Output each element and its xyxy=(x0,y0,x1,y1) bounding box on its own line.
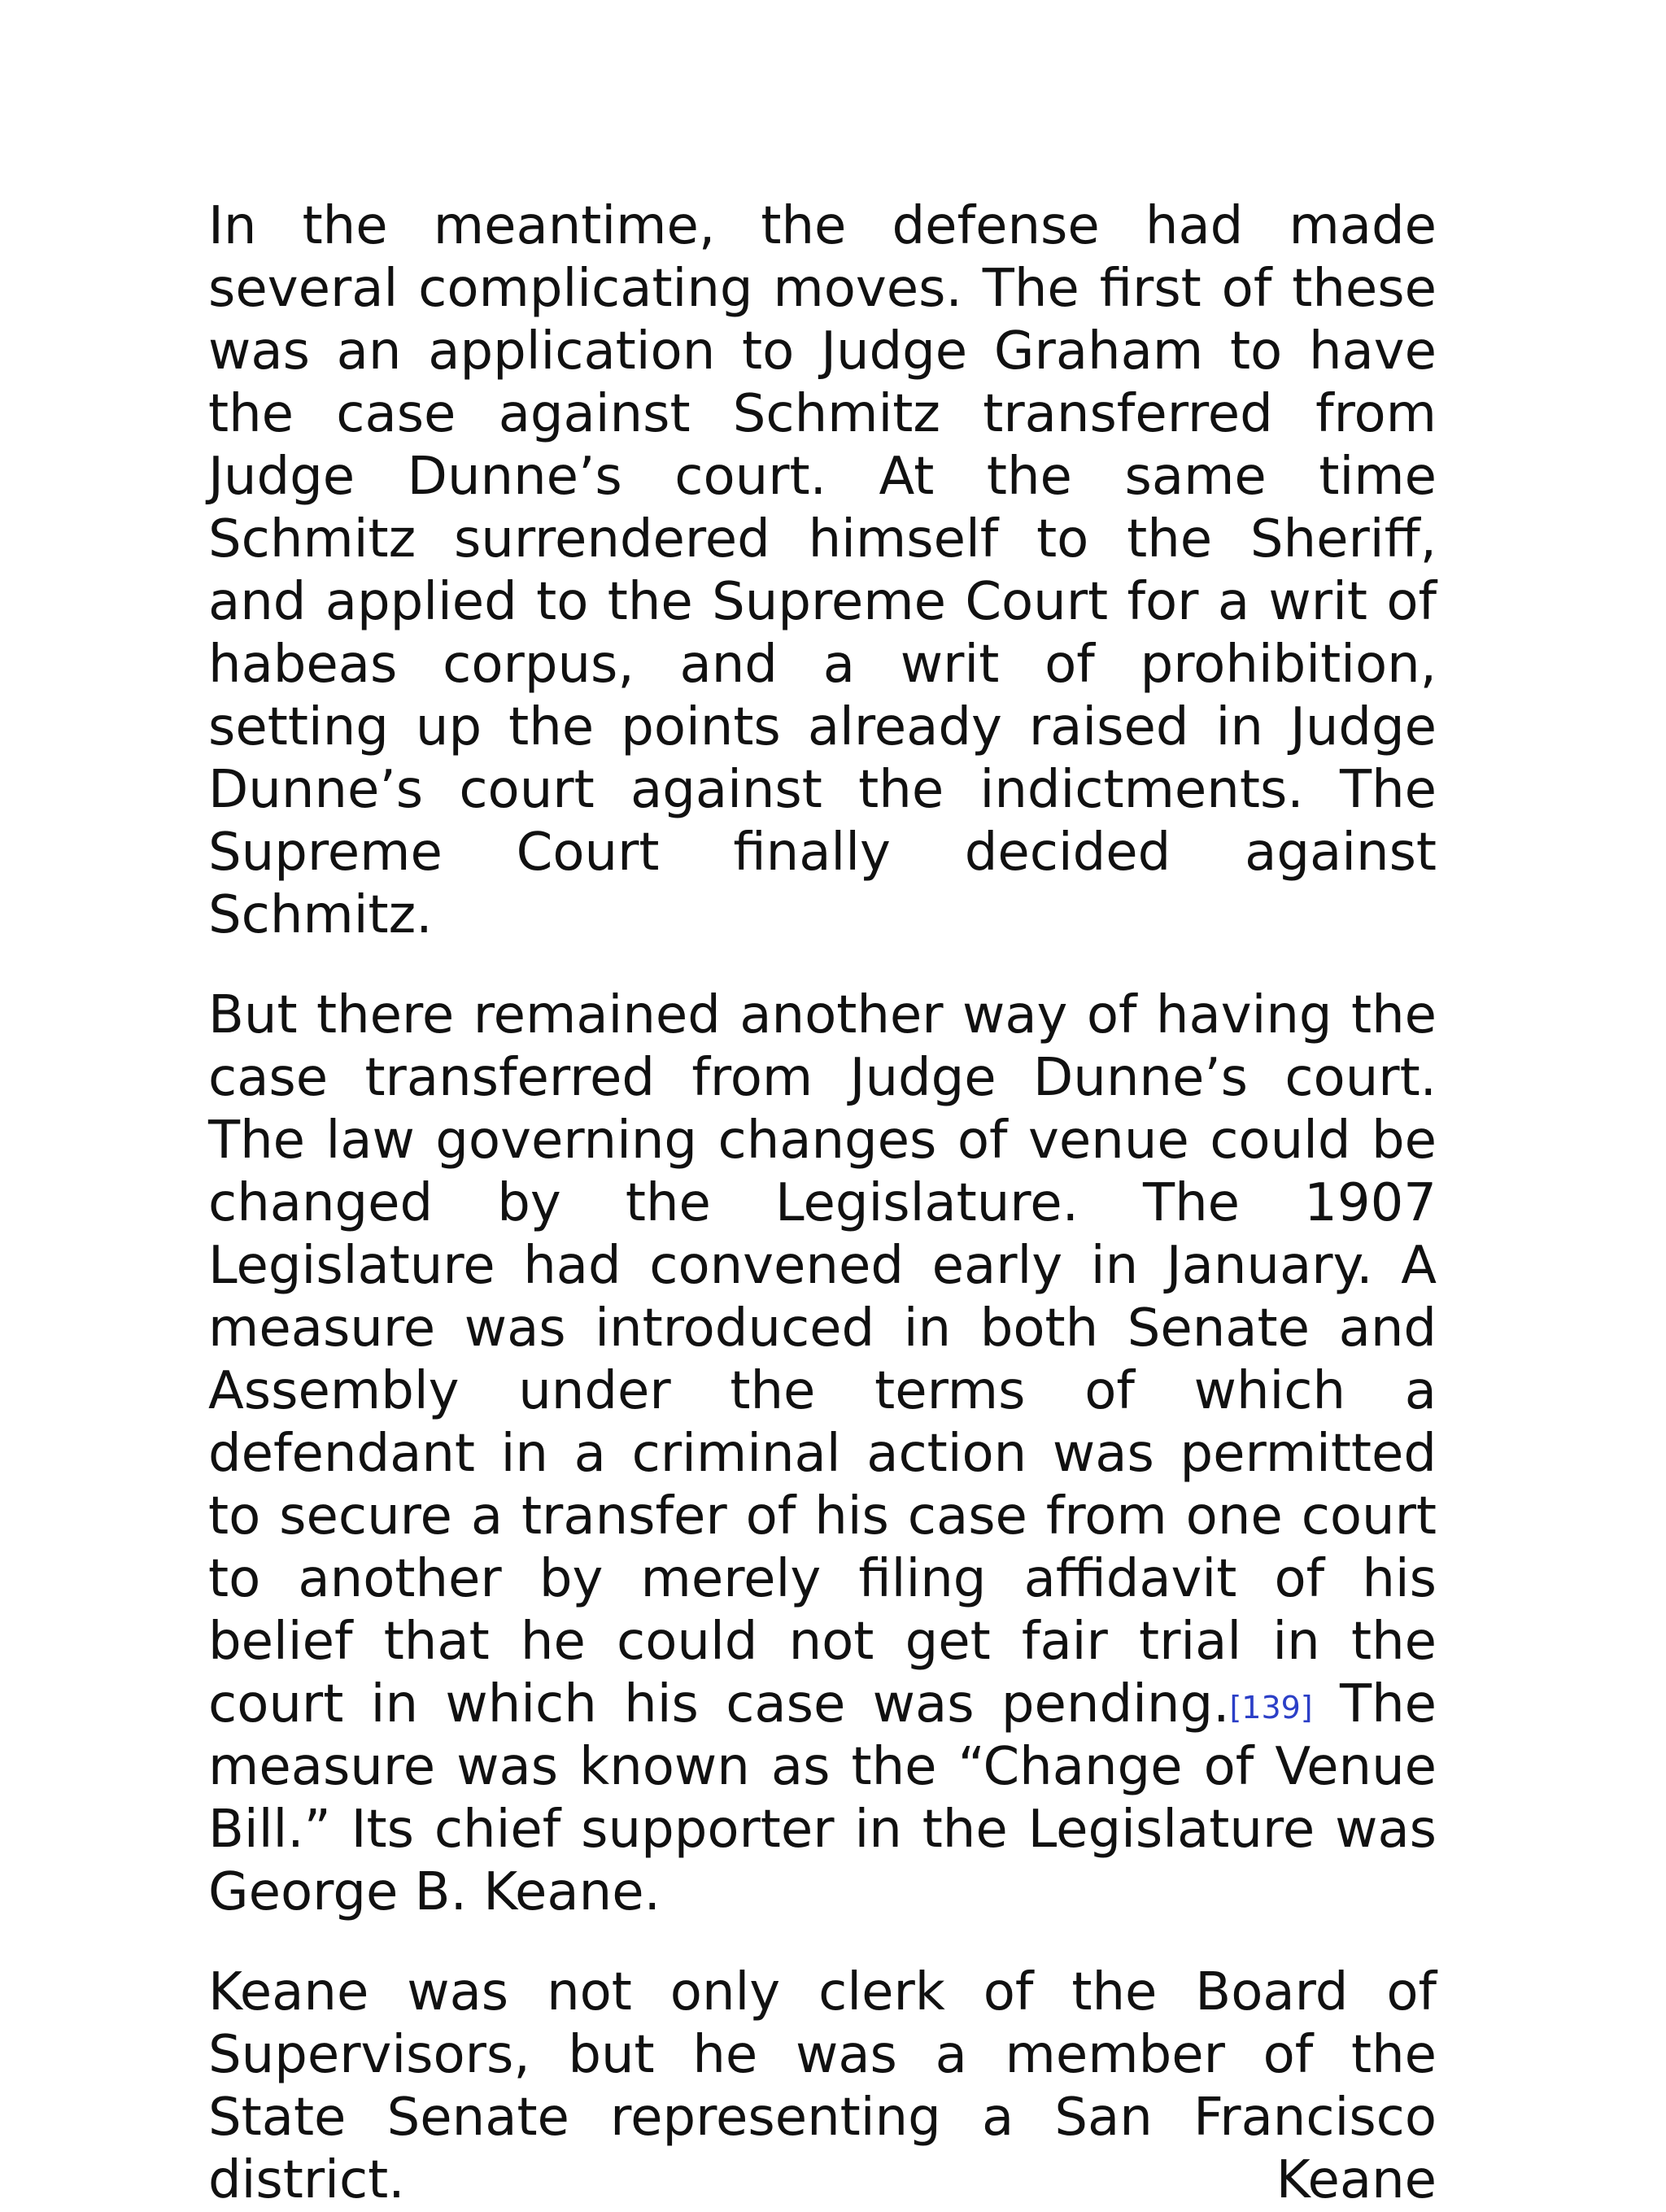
document-page xyxy=(208,195,1437,2212)
paragraph-1 xyxy=(208,195,1437,947)
paragraph-2-text-end: The measure was known as the “Change of Venue Bill.” Its chief supporter in the Legislature was George B. Keane. xyxy=(208,1674,1437,1922)
paragraph-3-text: Keane was not only clerk of the Board of Supervisors, but he was a member of the State Senate representing a San Francisco district. Keane xyxy=(208,1962,1437,2210)
paragraph-2 xyxy=(208,984,1437,1924)
paragraph-3 xyxy=(208,1961,1437,2212)
footnote-link-139[interactable]: [139] xyxy=(1229,1690,1313,1726)
paragraph-2-text-start: But there remained another way of having the case transferred from Judge Dunne’s court. The law governing changes of venue could be changed by the Legislature. The 1907 Legislature had convened early in January. A measure was introduced in both Senate and Assembly under the terms of which a defendant in a criminal action was permitted to secure a transfer of his case from one court to another by merely filing affidavit of his belief that he could not get fair trial in the court in which his case was pending. xyxy=(208,985,1437,1734)
paragraph-1-text: In the meantime, the defense had made several complicating moves. The first of these was an application to Judge Graham to have the case against Schmitz transferred from Judge Dunne’s court. At the same time Schmitz surrendered himself to the Sheriff, and applied to the Supreme Court for a writ of habeas corpus, and a writ of prohibition, setting up the points already raised in Judge Dunne’s court against the indictments. The Supreme Court finally decided against Schmitz. xyxy=(208,196,1437,945)
